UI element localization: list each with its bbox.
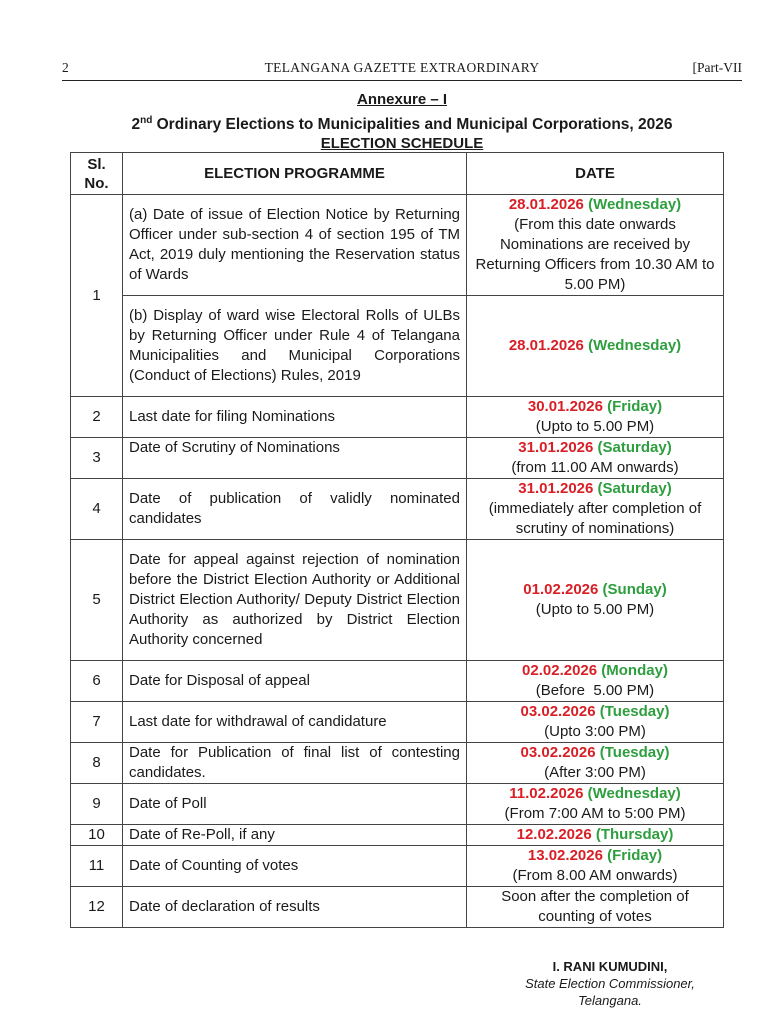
- date-cell: [467, 887, 724, 928]
- sl-cell: 11: [71, 846, 123, 887]
- programme-cell: Date of Counting of votes: [123, 846, 467, 887]
- table-row: [71, 540, 724, 661]
- sl-cell: 12: [71, 887, 123, 928]
- table-row: [71, 702, 724, 743]
- day-value: (Saturday): [597, 480, 672, 497]
- signatory-name: I. RANI KUMUDINI,: [552, 959, 668, 974]
- date-cell: [467, 825, 724, 846]
- date-note: (From 7:00 AM to 5:00 PM): [504, 805, 686, 822]
- programme-cell: Date of Scrutiny of Nominations: [123, 438, 467, 479]
- day-value: (Saturday): [597, 439, 672, 456]
- date-value: 28.01.2026: [508, 337, 584, 354]
- sl-cell: 2: [71, 397, 123, 438]
- day-value: (Sunday): [602, 581, 667, 598]
- title-ordinal-suffix: nd: [140, 115, 153, 126]
- table-row: [71, 296, 724, 397]
- day-value: (Tuesday): [599, 744, 670, 761]
- table-row: [71, 784, 724, 825]
- date-note: (Before 5.00 PM): [535, 682, 655, 699]
- sl-cell: 9: [71, 784, 123, 825]
- table-header-row: [71, 153, 724, 195]
- gazette-header: [62, 58, 742, 81]
- date-cell: [467, 540, 724, 661]
- annexure-heading: Annexure – I: [356, 91, 448, 108]
- day-value: (Wednesday): [587, 785, 681, 802]
- programme-cell: Date for appeal against rejection of nomination before the District Election Authority or Additional District Election Authority/ Deputy District Election Authority as authorized by District Election Authority concerned: [123, 540, 467, 661]
- date-cell: [467, 296, 724, 397]
- date-note: (immediately after completion of scrutiny of nominations): [488, 500, 702, 537]
- date-value: 30.01.2026: [527, 398, 603, 415]
- date-cell: [467, 702, 724, 743]
- table-row: [71, 825, 724, 846]
- sl-cell: 3: [71, 438, 123, 479]
- date-note: (After 3:00 PM): [544, 764, 646, 781]
- date-note: (Upto to 5.00 PM): [535, 601, 655, 618]
- date-value: 28.01.2026: [508, 196, 584, 213]
- sl-cell: 6: [71, 661, 123, 702]
- day-value: (Wednesday): [588, 337, 682, 354]
- date-header: DATE: [467, 153, 724, 195]
- programme-cell: Date of Re-Poll, if any: [123, 825, 467, 846]
- date-note: (From 8.00 AM onwards): [512, 867, 678, 884]
- table-row: [71, 397, 724, 438]
- sl-cell: 4: [71, 479, 123, 540]
- programme-cell: Date for Publication of final list of contesting candidates.: [123, 743, 467, 784]
- gazette-title: TELANGANA GAZETTE EXTRAORDINARY: [264, 60, 540, 75]
- page-number: 2: [62, 60, 69, 75]
- date-note: (Upto 3:00 PM): [544, 723, 646, 740]
- programme-cell: (b) Display of ward wise Electoral Rolls of ULBs by Returning Officer under Rule 4 of Telangana Municipalities and Municipal Corporations (Conduct of Elections) Rules, 2019: [123, 296, 467, 397]
- programme-cell: Last date for withdrawal of candidature: [123, 702, 467, 743]
- day-value: (Thursday): [595, 826, 674, 843]
- table-row: [71, 195, 724, 296]
- date-note: (from 11.00 AM onwards): [511, 459, 679, 476]
- programme-header: ELECTION PROGRAMME: [123, 153, 467, 195]
- day-value: (Friday): [607, 398, 663, 415]
- sl-header-line2: No.: [84, 174, 109, 192]
- table-row: [71, 479, 724, 540]
- programme-cell: (a) Date of issue of Election Notice by Returning Officer under sub-section 4 of section 195 of TM Act, 2019 duly mentioning the Reservation status of Wards: [123, 195, 467, 296]
- day-value: (Monday): [601, 662, 668, 679]
- sl-cell: 8: [71, 743, 123, 784]
- programme-cell: Date of publication of validly nominated candidates: [123, 479, 467, 540]
- signature-block: [490, 958, 730, 1009]
- date-value: 03.02.2026: [520, 744, 596, 761]
- date-value: 31.01.2026: [518, 439, 594, 456]
- day-value: (Wednesday): [588, 196, 682, 213]
- table-row: [71, 887, 724, 928]
- date-cell: [467, 397, 724, 438]
- date-value: 03.02.2026: [520, 703, 596, 720]
- date-cell: [467, 743, 724, 784]
- sl-header-line1: Sl.: [87, 155, 106, 173]
- part-label: [Part-VII: [692, 60, 742, 75]
- table-row: [71, 438, 724, 479]
- sl-cell: 1: [71, 195, 123, 397]
- programme-cell: Last date for filing Nominations: [123, 397, 467, 438]
- date-cell: [467, 661, 724, 702]
- document-titles: [62, 90, 742, 153]
- date-value: 31.01.2026: [518, 480, 594, 497]
- date-note: Soon after the completion of counting of votes: [501, 888, 689, 925]
- date-cell: [467, 784, 724, 825]
- date-value: 01.02.2026: [523, 581, 599, 598]
- date-value: 02.02.2026: [522, 662, 598, 679]
- election-schedule-table: [70, 152, 724, 928]
- day-value: (Tuesday): [599, 703, 670, 720]
- title-text: Ordinary Elections to Municipalities and Municipal Corporations, 2026: [152, 116, 673, 134]
- day-value: (Friday): [607, 847, 663, 864]
- date-value: 12.02.2026: [516, 826, 592, 843]
- sl-no-header: [71, 153, 123, 195]
- date-note: (Upto to 5.00 PM): [535, 418, 655, 435]
- sl-cell: 7: [71, 702, 123, 743]
- page-title: [62, 110, 742, 135]
- date-cell: [467, 479, 724, 540]
- date-cell: [467, 438, 724, 479]
- table-row: [71, 846, 724, 887]
- date-note: (From this date onwards Nominations are received by Returning Officers from 10.30 AM to 5.00 PM): [475, 216, 715, 293]
- sl-cell: 10: [71, 825, 123, 846]
- date-cell: [467, 846, 724, 887]
- sl-cell: 5: [71, 540, 123, 661]
- programme-cell: Date of declaration of results: [123, 887, 467, 928]
- date-value: 13.02.2026: [527, 847, 603, 864]
- programme-cell: Date of Poll: [123, 784, 467, 825]
- date-cell: [467, 195, 724, 296]
- table-row: [71, 661, 724, 702]
- signatory-place: Telangana.: [578, 993, 642, 1008]
- table-row: [71, 743, 724, 784]
- date-value: 11.02.2026: [509, 785, 584, 802]
- signatory-designation: State Election Commissioner,: [525, 976, 695, 991]
- programme-cell: Date for Disposal of appeal: [123, 661, 467, 702]
- title-ordinal-number: 2: [131, 116, 141, 134]
- schedule-heading: ELECTION SCHEDULE: [320, 135, 484, 153]
